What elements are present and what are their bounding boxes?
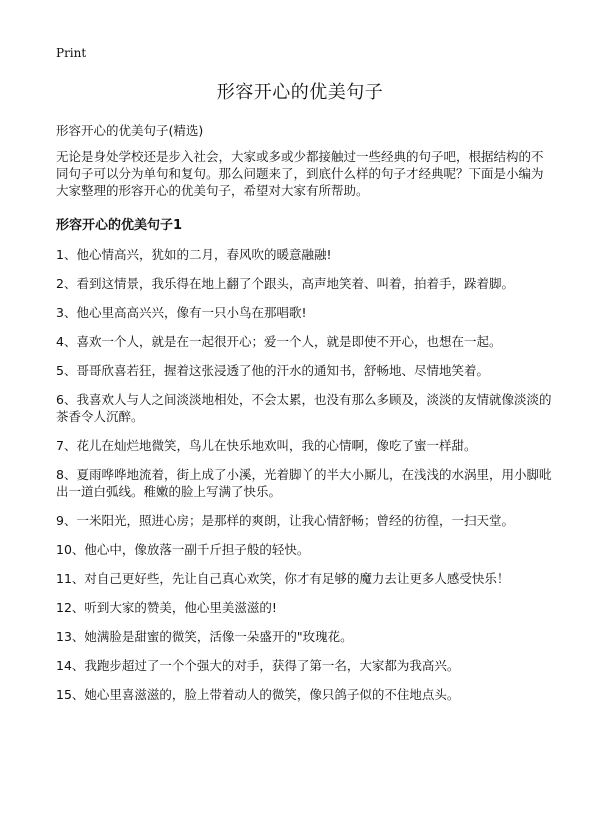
list-item: 13、她满脸是甜蜜的微笑，活像一朵盛开的"玫瑰花。 [56, 629, 353, 644]
list-item: 5、哥哥欣喜若狂，握着这张浸透了他的汗水的通知书，舒畅地、尽情地笑着。 [56, 363, 489, 378]
list-item: 12、听到大家的赞美，他心里美滋滋的! [56, 600, 277, 615]
list-item: 6、我喜欢人与人之间淡淡地相处，不会太累，也没有那么多顾及，淡淡的友情就像淡淡的茶香令人沉醉。 [56, 392, 552, 424]
sentence-list [56, 246, 552, 715]
intro-paragraph: 无论是身处学校还是步入社会，大家或多或少都接触过一些经典的句子吧，根据结构的不同句子可以分为单句和复句。那么问题来了，到底什么样的句子才经典呢？下面是小编为大家整理的形容开心的优美句子，希望对大家有所帮助。 [56, 149, 544, 198]
list-item: 3、他心里高高兴兴，像有一只小鸟在那唱歌! [56, 305, 307, 320]
print-link[interactable]: Print [56, 46, 87, 60]
list-item: 4、喜欢一个人，就是在一起很开心；爱一个人，就是即使不开心，也想在一起。 [56, 334, 502, 349]
list-item: 2、看到这情景，我乐得在地上翻了个跟头，高声地笑着、叫着，拍着手，跺着脚。 [56, 276, 514, 291]
list-item: 7、花儿在灿烂地微笑，鸟儿在快乐地欢叫，我的心情啊，像吃了蜜一样甜。 [56, 438, 477, 453]
list-item: 15、她心里喜滋滋的，脸上带着动人的微笑，像只鸽子似的不住地点头。 [56, 687, 460, 702]
list-item: 10、他心中，像放落一副千斤担子般的轻快。 [56, 542, 310, 557]
page-title: 形容开心的优美句子 [216, 82, 384, 103]
list-item: 11、对自己更好些，先让自己真心欢笑，你才有足够的魔力去让更多人感受快乐！ [56, 571, 510, 586]
subtitle: 形容开心的优美句子(精选) [56, 123, 204, 138]
section-heading: 形容开心的优美句子1 [56, 218, 183, 233]
list-item: 8、夏雨哗哗地流着，街上成了小溪，光着脚丫的半大小厮儿，在浅浅的水涡里，用小脚吡出一道白弧线。稚嫩的脸上写满了快乐。 [56, 467, 552, 499]
list-item: 14、我跑步超过了一个个强大的对手，获得了第一名，大家都为我高兴。 [56, 658, 460, 673]
list-item: 1、他心情高兴，犹如的二月，春风吹的暖意融融! [56, 247, 332, 262]
list-item: 9、一米阳光，照进心房；是那样的爽朗，让我心情舒畅；曾经的彷徨，一扫天堂。 [56, 513, 514, 528]
